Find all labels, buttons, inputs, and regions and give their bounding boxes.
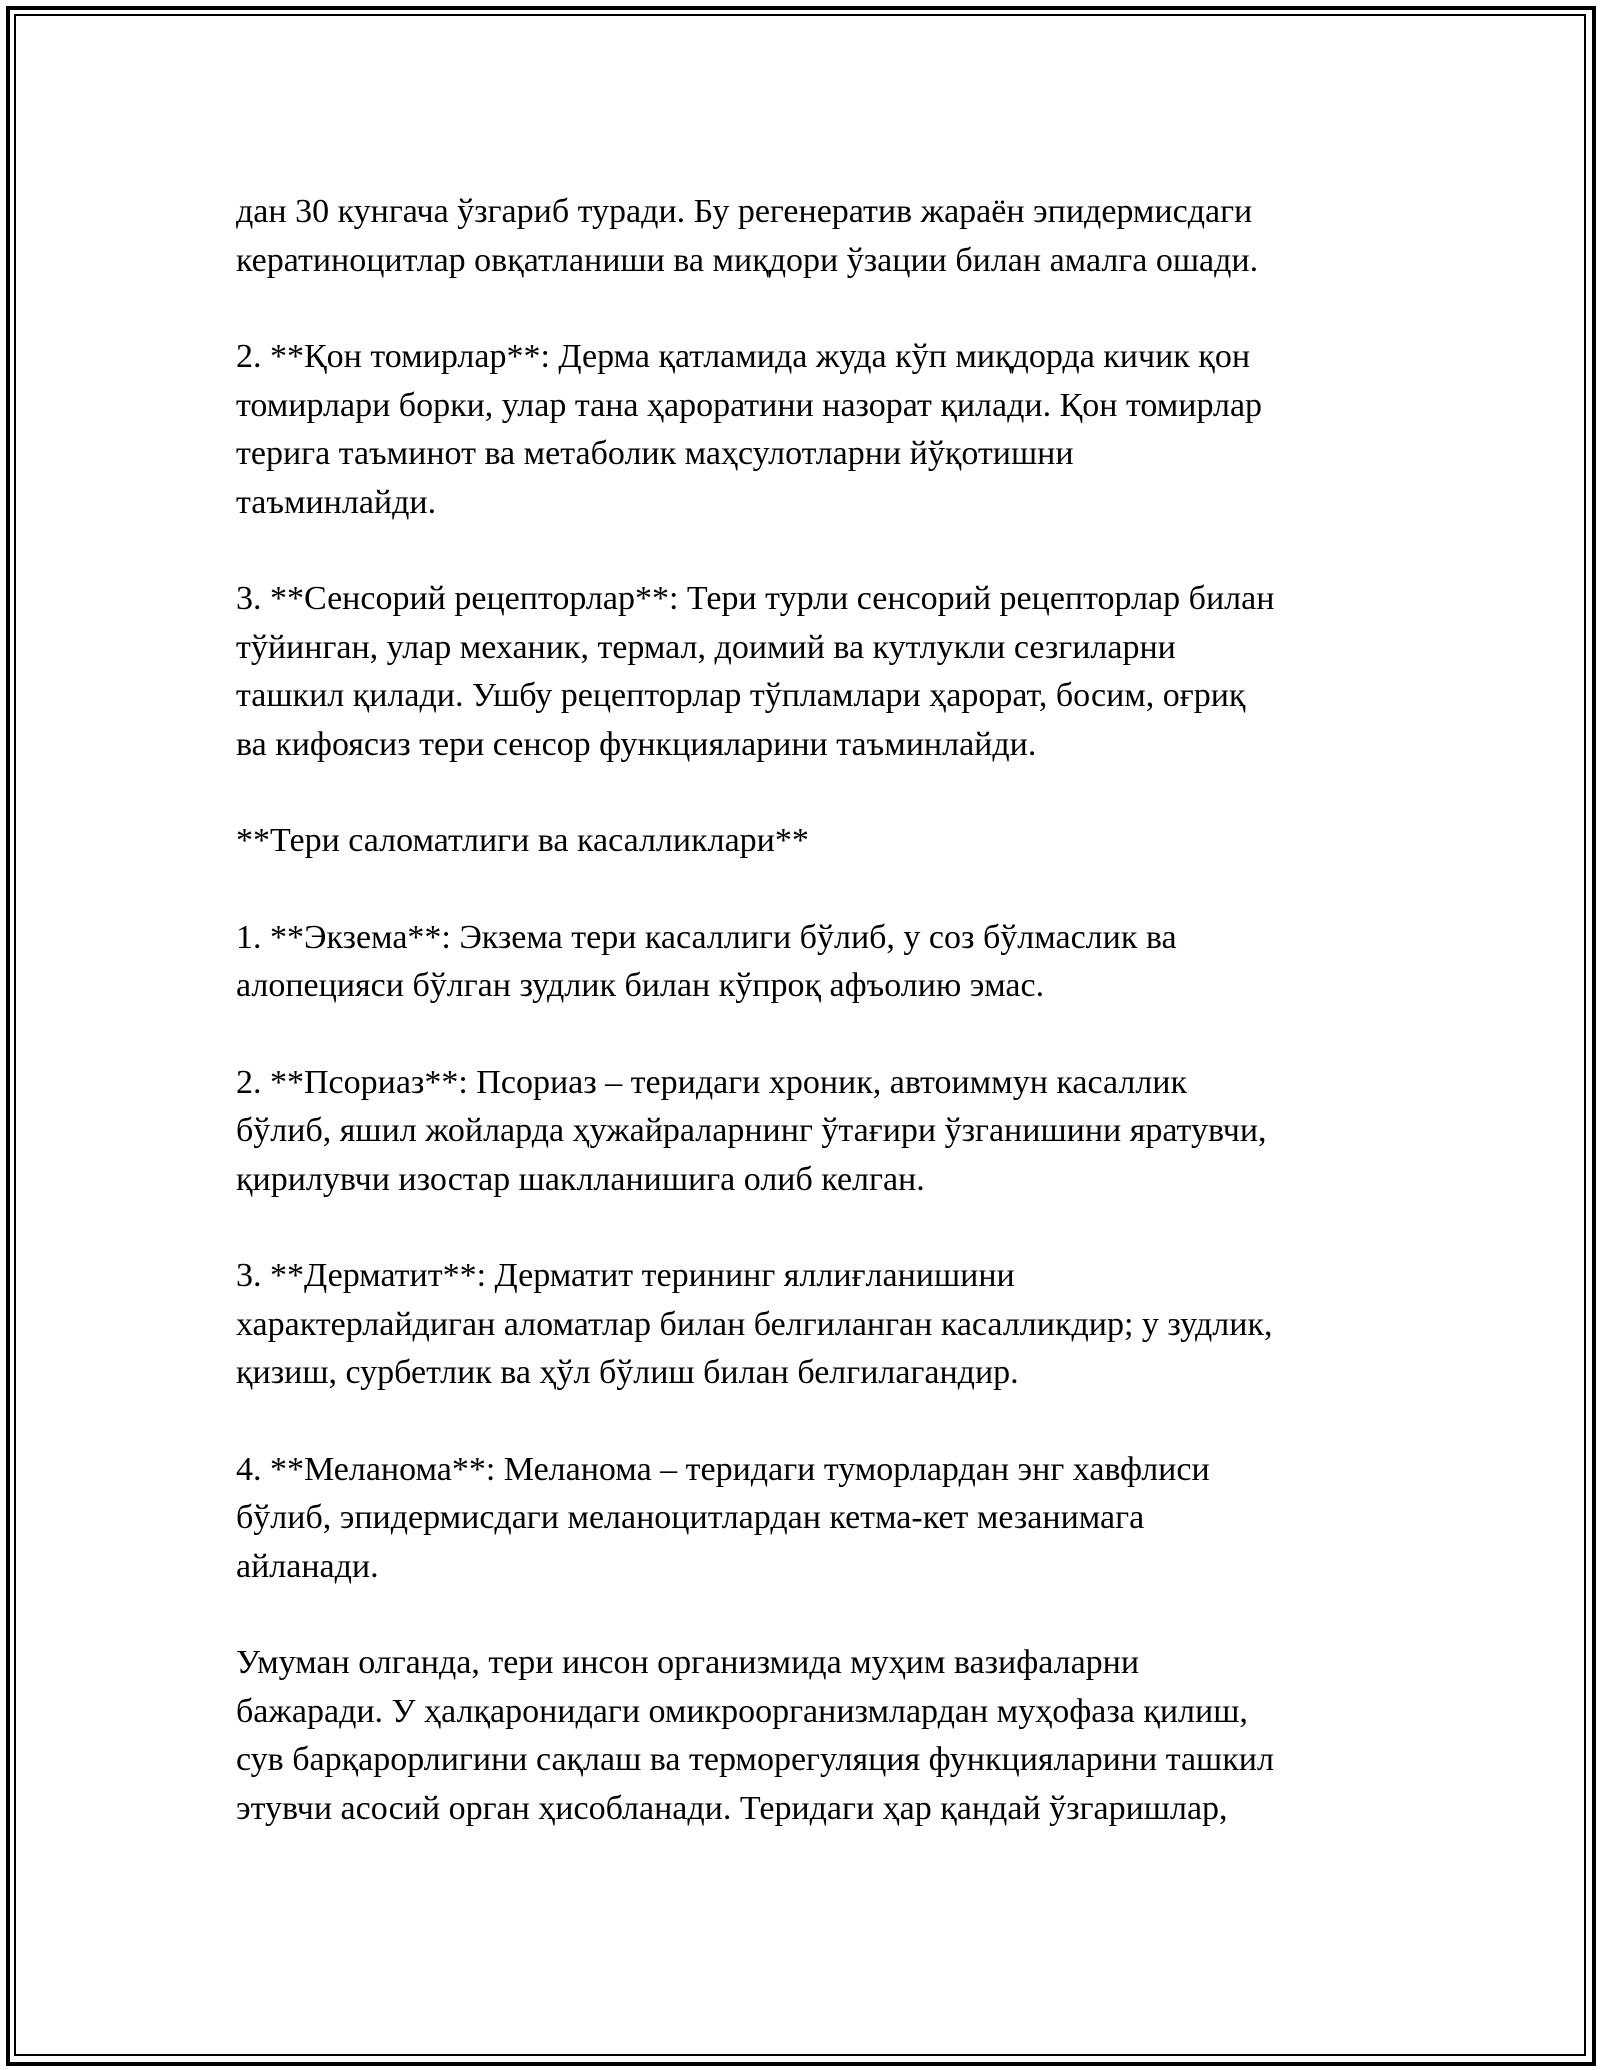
text-line: томирлари борки, улар тана ҳароратини назорат қилади. Қон томирлар [236,386,1263,424]
document-body [236,188,1376,1881]
text-line: терига таъминот ва метаболик маҳсулотларни йўқотишни [236,435,1074,472]
paragraph-regeneration [236,188,1376,285]
text-line: этувчи асосий орган ҳисобланади. Теридаги ҳар қандай ўзгаришлар, [236,1789,1228,1827]
text-line: қизиш, сурбетлик ва ҳўл бўлиш билан белгилагандир. [236,1354,1019,1391]
text-line: 2. **Псориаз**: Псориаз – теридаги хроник, автоиммун касаллик [236,1063,1188,1101]
text-line: айланади. [236,1547,379,1585]
text-line: кератиноцитлар овқатланиши ва миқдори ўзации билан амалга ошади. [236,241,1259,279]
text-line: бўлиб, эпидермисдаги меланоцитлардан кетма-кет мезанимага [236,1499,1145,1536]
text-line: Умуман олганда, тери инсон организмида муҳим вазифаларни [236,1644,1140,1681]
paragraph-sensory-receptors [236,575,1376,769]
text-line: ва кифоясиз тери сенсор функцияларини таъминлайди. [236,725,1037,763]
text-line: бўлиб, яшил жойларда ҳужайраларнинг ўтағири ўзганишини яратувчи, [236,1112,1267,1149]
text-line: 3. **Дерматит**: Дерматит терининг яллиғланишини [236,1257,1015,1294]
text-line: дан 30 кунгача ўзгариб туради. Бу регенератив жараён эпидермисдаги [236,193,1253,230]
paragraph-dermatitis [236,1252,1376,1398]
text-line: тўйинган, улар механик, термал, доимий ва кутлукли сезгиларни [236,628,1176,666]
paragraph-eczema [236,914,1376,1011]
text-line: 4. **Меланома**: Меланома – теридаги туморлардан энг хавфлиси [236,1450,1210,1488]
section-heading-skin-health [236,817,1376,866]
paragraph-conclusion [236,1639,1376,1833]
text-line: қирилувчи изостар шаклланишига олиб келган. [236,1160,925,1198]
text-line: характерлайдиган аломатлар билан белгиланган касалликдир; у зудлик, [236,1305,1273,1343]
text-line: 3. **Сенсорий рецепторлар**: Тери турли сенсорий рецепторлар билан [236,580,1275,617]
text-line: 2. **Қон томирлар**: Дерма қатламида жуда кўп миқдорда кичик қон [236,338,1251,375]
text-line: алопецияси бўлган зудлик билан кўпроқ афъолию эмас. [236,967,1045,1004]
paragraph-psoriasis [236,1059,1376,1205]
text-line: бажаради. У ҳалқаронидаги омикроорганизмлардан муҳофаза қилиш, [236,1692,1248,1730]
text-line: 1. **Экзема**: Экзема тери касаллиги бўлиб, у соз бўлмаслик ва [236,918,1177,956]
paragraph-melanoma [236,1446,1376,1592]
text-line: **Тери саломатлиги ва касалликлари** [236,822,809,859]
text-line: таъминлайди. [236,483,437,521]
text-line: сув барқарорлигини сақлаш ва терморегуляция функцияларини ташкил [236,1741,1274,1778]
paragraph-blood-vessels [236,333,1376,527]
text-line: ташкил қилади. Ушбу рецепторлар тўпламлари ҳарорат, босим, оғриқ [236,677,1246,714]
